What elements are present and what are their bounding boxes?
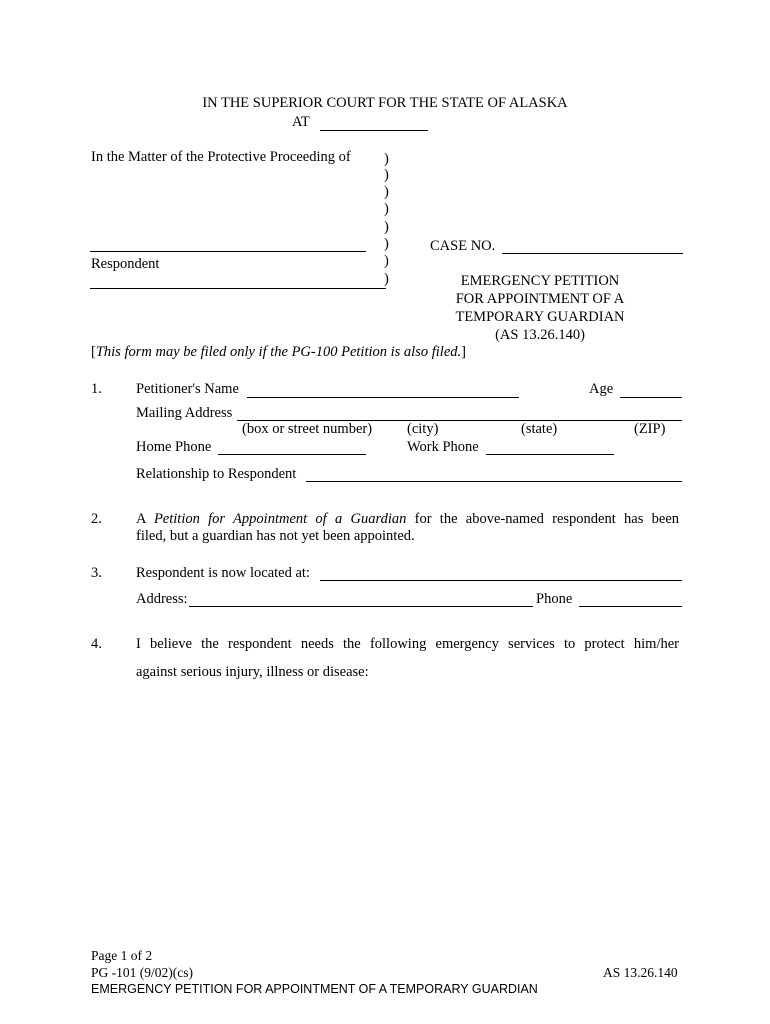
petitioner-name-field[interactable]	[247, 380, 519, 398]
form-title-line: TEMPORARY GUARDIAN	[455, 309, 625, 325]
address-field[interactable]	[189, 589, 533, 607]
section2-line1	[136, 511, 679, 528]
notice-close-bracket: ]	[461, 344, 466, 360]
located-label: Respondent is now located at:	[136, 565, 310, 581]
caption-bottom-line	[90, 288, 386, 289]
work-phone-label: Work Phone	[407, 439, 479, 455]
street-sublabel: (box or street number)	[242, 421, 373, 437]
form-title-line: (AS 13.26.140)	[495, 327, 585, 343]
relationship-field[interactable]	[306, 464, 682, 482]
form-title-line: FOR APPOINTMENT OF A	[455, 291, 625, 307]
age-label: Age	[589, 381, 614, 397]
caption-paren: )	[384, 253, 389, 269]
section2-petition-title: Petition for Appointment of a Guardian	[153, 511, 407, 527]
state-sublabel: (state)	[521, 421, 558, 437]
address-label: Address:	[136, 591, 188, 607]
caption-paren: )	[384, 167, 389, 183]
case-no-label: CASE NO.	[430, 238, 496, 254]
zip-sublabel: (ZIP)	[634, 421, 666, 437]
matter-label: In the Matter of the Protective Proceeding of	[91, 149, 351, 165]
mailing-address-field[interactable]	[237, 403, 682, 421]
page-number: Page 1 of 2	[91, 948, 153, 963]
filing-notice	[91, 344, 466, 361]
caption-paren: )	[384, 151, 389, 167]
work-phone-field[interactable]	[486, 437, 614, 455]
item-number: 3.	[91, 565, 102, 581]
notice-text: This form may be filed only if the PG-100 Petition is also filed.	[95, 344, 462, 360]
respondent-phone-field[interactable]	[579, 589, 682, 607]
form-name-footer: EMERGENCY PETITION FOR APPOINTMENT OF A TEMPORARY GUARDIAN	[91, 982, 538, 996]
location-field[interactable]	[320, 563, 682, 581]
section2-suffix: for the above-named respondent has been	[406, 511, 680, 527]
at-location-field[interactable]	[320, 113, 428, 131]
relationship-label: Relationship to Respondent	[136, 466, 297, 482]
statute-ref: AS 13.26.140	[603, 965, 678, 980]
form-title-line: EMERGENCY PETITION	[460, 273, 620, 289]
petitioner-name-label: Petitioner's Name	[136, 381, 239, 397]
section2-line2: filed, but a guardian has not yet been appointed.	[136, 528, 415, 544]
caption-paren: )	[384, 236, 389, 252]
caption-paren: )	[384, 271, 389, 287]
mailing-address-label: Mailing Address	[136, 405, 233, 421]
home-phone-label: Home Phone	[136, 439, 212, 455]
case-number-field[interactable]	[502, 236, 683, 254]
caption-paren: )	[384, 219, 389, 235]
item-number: 1.	[91, 381, 102, 397]
caption-paren: )	[384, 184, 389, 200]
form-title	[440, 272, 640, 344]
caption-paren: )	[384, 201, 389, 217]
section4-line1: I believe the respondent needs the following emergency services to protect him/her	[136, 636, 679, 652]
section4-line2: against serious injury, illness or disease:	[136, 664, 369, 680]
home-phone-field[interactable]	[218, 437, 366, 455]
respondent-label: Respondent	[91, 256, 160, 272]
section2-prefix: A	[136, 511, 154, 527]
city-sublabel: (city)	[407, 421, 439, 437]
at-label: AT	[292, 114, 310, 130]
court-title: IN THE SUPERIOR COURT FOR THE STATE OF ALASKA	[202, 95, 568, 111]
item-number: 4.	[91, 636, 102, 652]
item-number: 2.	[91, 511, 102, 527]
emergency-services-field[interactable]	[136, 690, 683, 934]
notice-open-bracket: [	[91, 344, 96, 360]
age-field[interactable]	[620, 380, 682, 398]
respondent-name-field[interactable]	[90, 234, 366, 252]
phone-label: Phone	[536, 591, 573, 607]
form-code: PG -101 (9/02)(cs)	[91, 965, 193, 980]
